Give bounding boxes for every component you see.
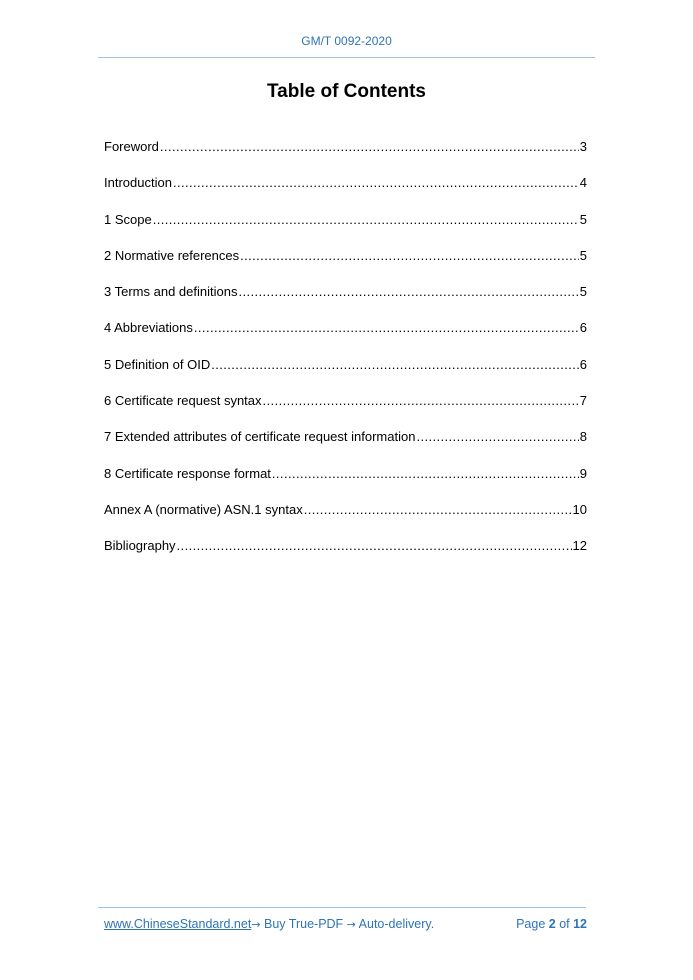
page-current: 2 <box>548 917 556 931</box>
dot-leader <box>211 356 579 374</box>
toc-entry-label: 6 Certificate request syntax <box>104 393 262 409</box>
toc-entry-page-number: 4 <box>579 175 587 191</box>
toc-entry-page-number: 5 <box>579 247 587 263</box>
toc-entry-label: Bibliography <box>104 538 176 554</box>
toc-entry-label: Introduction <box>104 175 172 191</box>
toc-entry[interactable] <box>104 465 587 501</box>
toc-entry-label: 3 Terms and definitions <box>104 284 238 300</box>
page-title: Table of Contents <box>266 81 427 102</box>
header-divider <box>98 57 595 58</box>
dot-leader <box>263 392 579 410</box>
toc-entry-label: 5 Definition of OID <box>104 356 211 372</box>
toc-entry[interactable] <box>104 428 587 464</box>
dot-leader <box>194 319 579 337</box>
toc-entry-page-number: 3 <box>579 139 587 154</box>
dot-leader <box>238 283 578 301</box>
auto-delivery-text: Auto-delivery. <box>355 917 435 931</box>
dot-leader <box>173 174 579 192</box>
dot-leader <box>153 211 579 229</box>
dot-leader <box>272 465 579 483</box>
dot-leader <box>160 138 579 156</box>
footer-divider <box>98 907 586 908</box>
toc-entry-label: 1 Scope <box>104 211 152 227</box>
toc-entry-page-number: 5 <box>579 211 587 227</box>
website-link[interactable]: www.ChineseStandard.net <box>104 917 252 931</box>
toc-entry[interactable] <box>104 356 587 392</box>
toc-entry-label: 2 Normative references <box>104 247 240 263</box>
toc-entry-label: 4 Abbreviations <box>104 320 193 336</box>
toc-entry-page-number: 10 <box>572 501 587 517</box>
toc-entry-page-number: 8 <box>579 429 587 445</box>
toc-entry[interactable] <box>104 319 587 355</box>
toc-entry[interactable] <box>104 283 587 319</box>
document-id-header: GM/T 0092-2020 <box>301 34 392 48</box>
dot-leader <box>240 247 579 265</box>
toc-entry-page-number: 9 <box>579 465 587 481</box>
toc-entry[interactable] <box>104 537 587 573</box>
toc-entry[interactable] <box>104 174 587 210</box>
dot-leader <box>177 537 572 555</box>
toc-entry-page-number: 5 <box>579 284 587 300</box>
dot-leader <box>416 428 578 446</box>
toc-entry-label: Foreword <box>104 139 159 154</box>
footer-promo <box>104 917 434 931</box>
right-arrow-icon: → <box>346 918 356 931</box>
toc-entry-page-number: 7 <box>579 393 587 409</box>
page-footer <box>104 917 587 931</box>
toc-entry-label: 8 Certificate response format <box>104 465 271 481</box>
toc-entry-label: 7 Extended attributes of certificate request information <box>104 429 416 445</box>
table-of-contents <box>104 138 587 574</box>
toc-entry[interactable] <box>104 501 587 537</box>
toc-entry[interactable] <box>104 138 587 174</box>
toc-entry-page-number: 6 <box>579 320 587 336</box>
dot-leader <box>304 501 572 519</box>
toc-entry[interactable] <box>104 392 587 428</box>
page-total: 12 <box>573 917 587 931</box>
buy-pdf-text: Buy True-PDF <box>260 917 347 931</box>
right-arrow-icon: → <box>251 918 261 931</box>
toc-entry-page-number: 6 <box>579 356 587 372</box>
page-number: Page 2 of 12 <box>516 917 587 931</box>
toc-entry-page-number: 12 <box>572 538 587 554</box>
toc-entry[interactable] <box>104 211 587 247</box>
toc-entry-label: Annex A (normative) ASN.1 syntax <box>104 501 303 517</box>
toc-entry[interactable] <box>104 247 587 283</box>
